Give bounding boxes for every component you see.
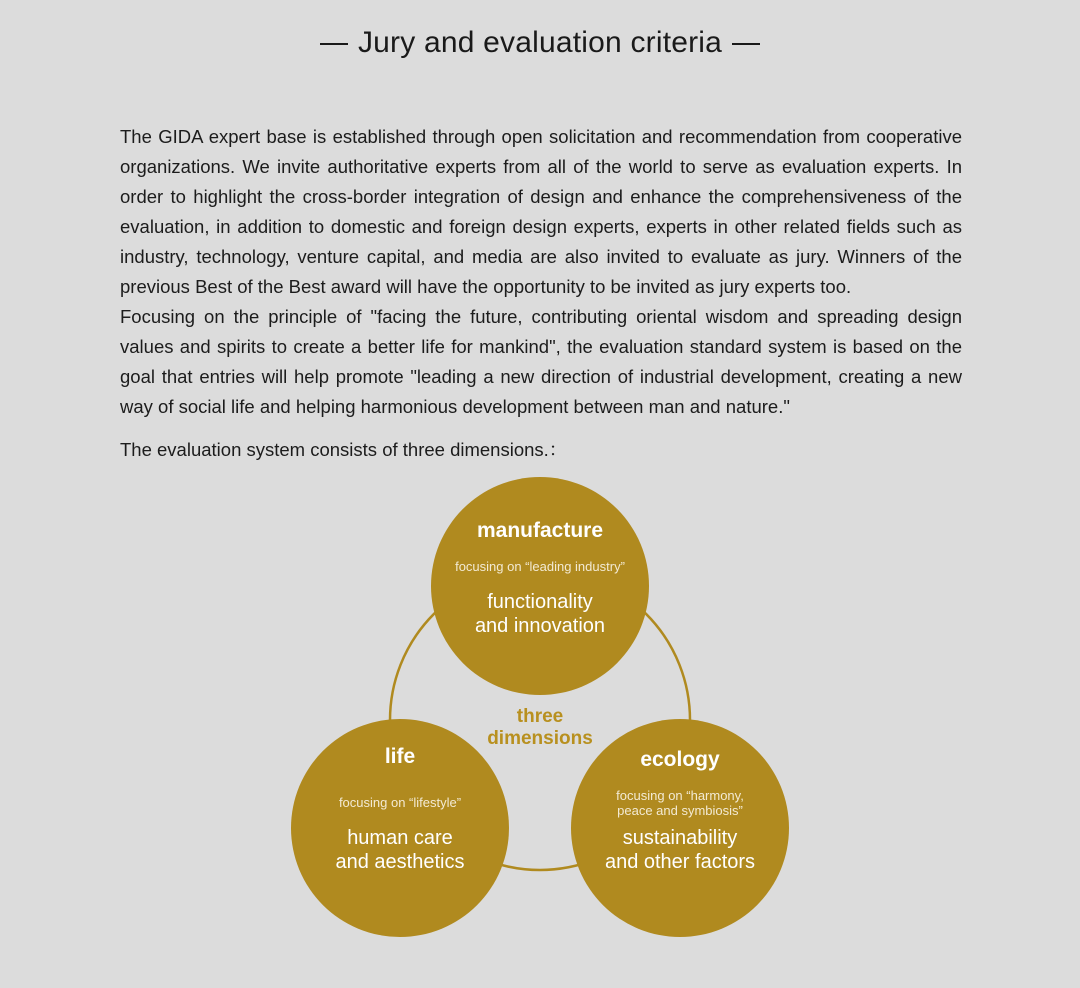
paragraph-criteria: Focusing on the principle of "facing the future, contributing oriental wisdom and spreading design values and spirits to create a better life for mankind", the evaluation standard system is based on the goal that entries will help promote "leading a new direction of industrial development, creating a new way of social life and helping harmonious development between man and nature." (120, 306, 962, 417)
page-title-text: Jury and evaluation criteria (357, 26, 723, 59)
dimension-desc (440, 590, 640, 638)
dimension-manufacture (440, 519, 640, 638)
dimension-ecology (580, 748, 780, 874)
dimension-focus (580, 788, 780, 818)
desc-line: and aesthetics (335, 851, 465, 873)
dimensions-lead: The evaluation system consists of three dimensions.： (120, 439, 568, 460)
focus-line: peace and symbiosis” (617, 803, 743, 818)
dimension-title: life (384, 745, 416, 768)
center-label (460, 706, 620, 750)
dimension-focus: focusing on “lifestyle” (338, 795, 462, 810)
center-label-line: three (516, 706, 564, 727)
dimension-title: ecology (640, 748, 720, 771)
paragraph-jury: The GIDA expert base is established through open solicitation and recommendation from cooperative organizations. We invite authoritative experts from all of the world to serve as evaluation experts. In order to highlight the cross-border integration of design and enhance the comprehensiveness of the evaluation, in addition to domestic and foreign design experts, experts in other related fields such as industry, technology, venture capital, and media are also invited to evaluate as jury. Winners of the previous Best of the Best award will have the opportunity to be invited as jury experts too. (120, 126, 962, 297)
center-label-line: dimensions (487, 728, 593, 749)
dimension-title: manufacture (476, 519, 604, 542)
dimension-life (300, 745, 500, 874)
desc-line: human care (347, 827, 453, 849)
dimension-focus: focusing on “leading industry” (455, 559, 625, 574)
desc-line: and other factors (604, 851, 756, 873)
desc-line: sustainability (622, 827, 738, 849)
dimension-desc (580, 826, 780, 874)
dimension-desc (300, 826, 500, 874)
focus-line: focusing on “harmony, (616, 788, 744, 803)
desc-line: functionality (487, 591, 593, 613)
desc-line: and innovation (474, 615, 606, 637)
